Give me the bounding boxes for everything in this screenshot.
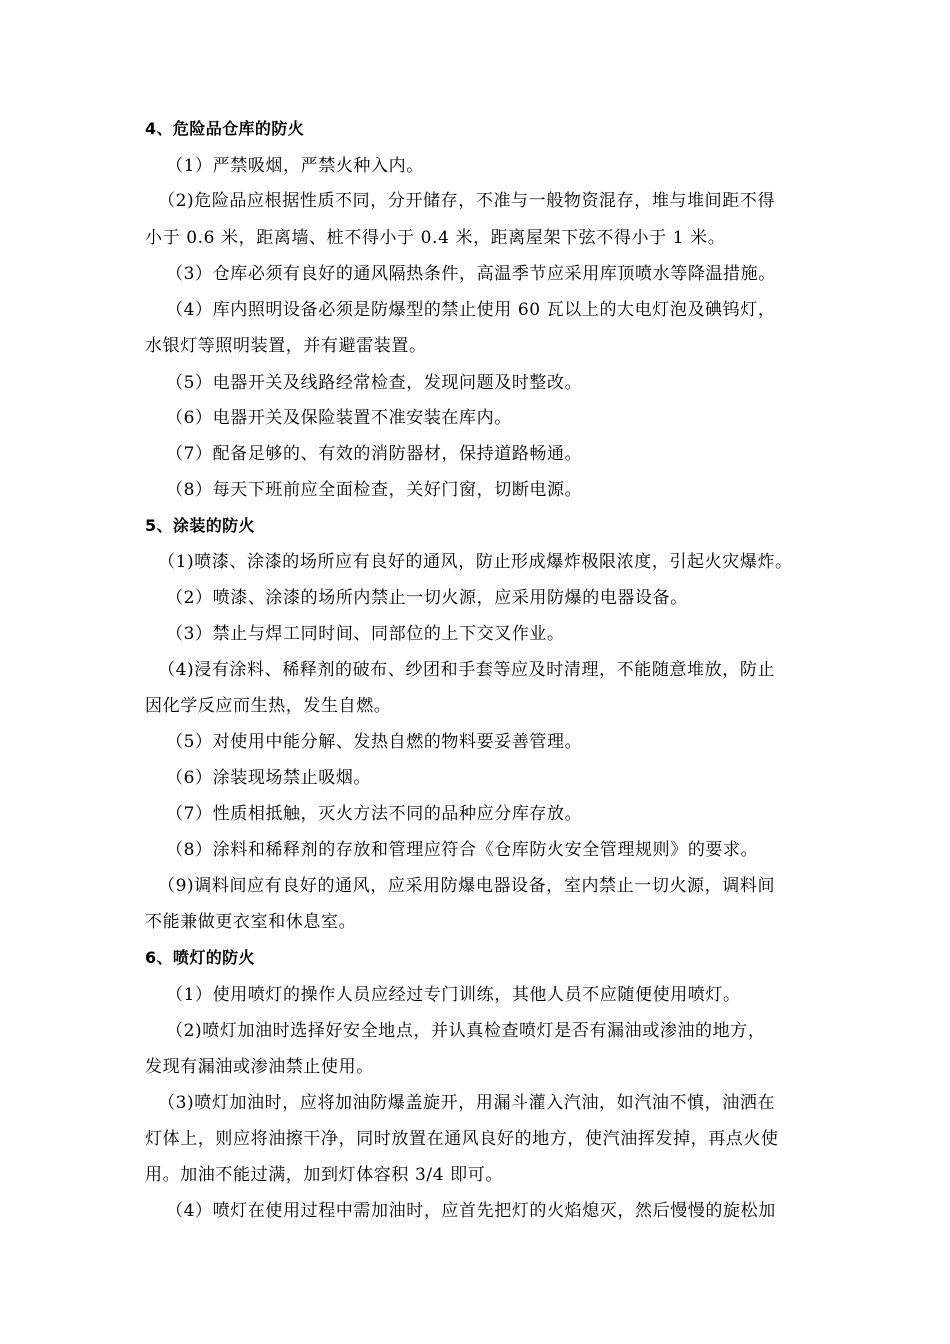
paragraph-line: （3）禁止与焊工同时间、同部位的上下交叉作业。 <box>166 624 565 644</box>
paragraph-line: （5）对使用中能分解、发热自燃的物料要妥善管理。 <box>166 732 583 752</box>
paragraph-line: （1）使用喷灯的操作人员应经过专门训练，其他人员不应随便使用喷灯。 <box>166 985 741 1005</box>
paragraph-line: （8）涂料和稀释剂的存放和管理应符合《仓库防火安全管理规则》的要求。 <box>166 840 759 860</box>
paragraph-line: 小于 0.6 米，距离墙、桩不得小于 0.4 米，距离屋架下弦不得小于 1 米。 <box>145 228 726 248</box>
paragraph-line: 用。加油不能过满，加到灯体容积 3/4 即可。 <box>145 1165 503 1185</box>
paragraph-line: 发现有漏油或渗油禁止使用。 <box>145 1057 374 1077</box>
paragraph-line: 不能兼做更衣室和休息室。 <box>145 912 357 932</box>
paragraph-line: （2)危险品应根据性质不同，分开储存，不准与一般物资混存，堆与堆间距不得 <box>158 191 776 211</box>
paragraph-line: （1)喷漆、涂漆的场所应有良好的通风，防止形成爆炸极限浓度，引起火灾爆炸。 <box>158 552 793 572</box>
paragraph-line: （9)调料间应有良好的通风，应采用防爆电器设备，室内禁止一切火源，调料间 <box>158 876 776 896</box>
paragraph-line: （4）喷灯在使用过程中需加油时，应首先把灯的火焰熄灭，然后慢慢的旋松加 <box>166 1201 776 1221</box>
section-heading: 4、危险品仓库的防火 <box>145 119 305 138</box>
paragraph-line: （3）仓库必须有良好的通风隔热条件，高温季节应采用库顶喷水等降温措施。 <box>166 264 776 284</box>
paragraph-line: （3)喷灯加油时，应将加油防爆盖旋开，用漏斗灌入汽油，如汽油不慎，油洒在 <box>158 1093 776 1113</box>
paragraph-line: （4）库内照明设备必须是防爆型的禁止使用 60 瓦以上的大电灯泡及碘钨灯， <box>166 300 776 320</box>
paragraph-line: 水银灯等照明装置，并有避雷装置。 <box>145 336 427 356</box>
paragraph-line: （2）喷漆、涂漆的场所内禁止一切火源，应采用防爆的电器设备。 <box>166 588 688 608</box>
section-heading: 6、喷灯的防火 <box>145 948 255 967</box>
paragraph-line: （5）电器开关及线路经常检查，发现问题及时整改。 <box>166 373 583 393</box>
paragraph-line: （6）涂装现场禁止吸烟。 <box>166 768 372 788</box>
paragraph-line: （7）性质相抵触，灭火方法不同的品种应分库存放。 <box>166 804 583 824</box>
section-heading: 5、涂装的防火 <box>145 516 255 535</box>
paragraph-line: （1）严禁吸烟，严禁火种入内。 <box>166 156 424 176</box>
paragraph-line: 因化学反应而生热，发生自燃。 <box>145 696 392 716</box>
paragraph-line: （6）电器开关及保险装置不准安装在库内。 <box>166 408 512 428</box>
paragraph-line: （7）配备足够的、有效的消防器材，保持道路畅通。 <box>166 444 583 464</box>
paragraph-line: （2)喷灯加油时选择好安全地点，并认真检查喷灯是否有漏油或渗油的地方， <box>166 1021 766 1041</box>
paragraph-line: 灯体上，则应将油擦干净，同时放置在通风良好的地方，使汽油挥发掉，再点火使 <box>145 1129 779 1149</box>
paragraph-line: （4)浸有涂料、稀释剂的破布、纱团和手套等应及时清理，不能随意堆放，防止 <box>158 660 776 680</box>
paragraph-line: （8）每天下班前应全面检查，关好门窗，切断电源。 <box>166 480 583 500</box>
